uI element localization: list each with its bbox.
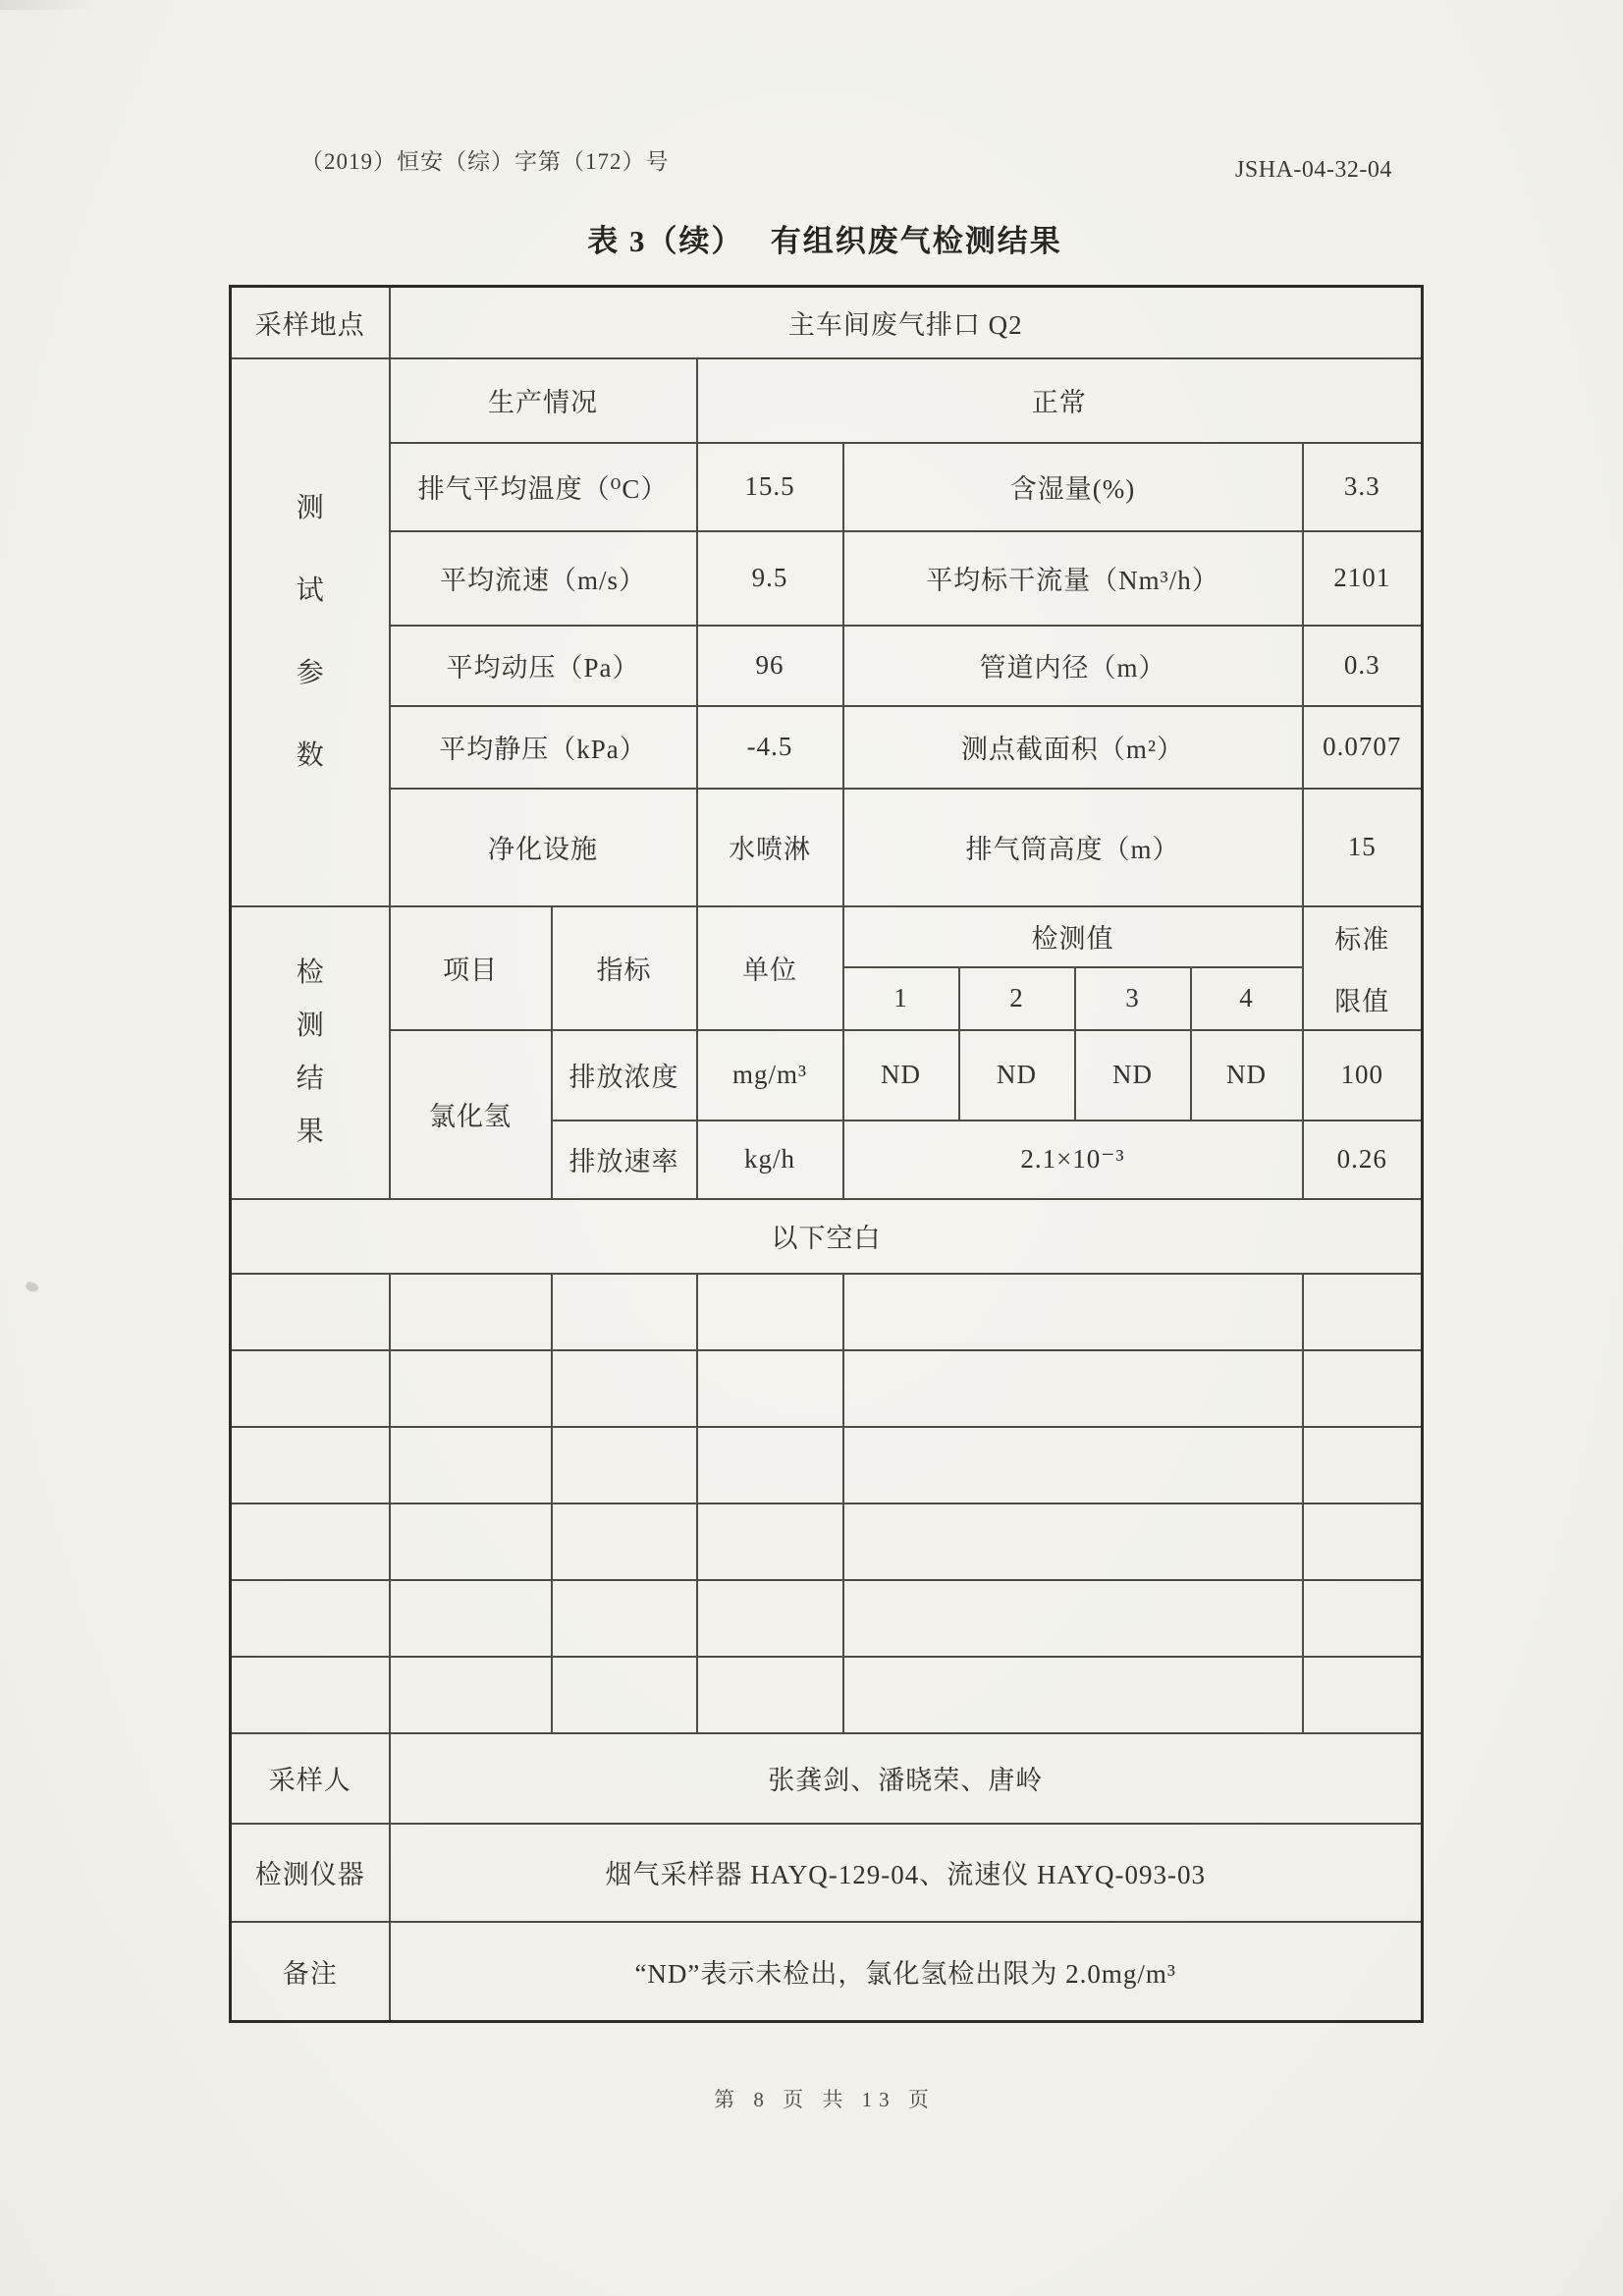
- header-detection-values: 检测值: [843, 906, 1303, 967]
- param-label2: 测点截面积（m²）: [843, 706, 1303, 789]
- empty-cell: [390, 1657, 552, 1733]
- production-status-label: 生产情况: [390, 358, 697, 443]
- empty-cell: [552, 1274, 697, 1350]
- sampling-location-label: 采样地点: [231, 287, 390, 358]
- value-col-header: 1: [843, 967, 959, 1030]
- section-char: 试: [296, 574, 324, 606]
- row-purification: [231, 789, 1423, 906]
- param-label: 排气平均温度（⁰C）: [390, 443, 697, 531]
- test-params-vertical-text: [238, 492, 383, 771]
- indicator-label: 排放浓度: [552, 1030, 697, 1121]
- scan-speckle: [25, 1281, 40, 1294]
- purification-value: 水喷淋: [697, 789, 843, 906]
- param-label: 平均静压（kPa）: [390, 706, 697, 789]
- empty-cell: [843, 1657, 1303, 1733]
- row-results-header: [231, 906, 1423, 967]
- empty-cell: [697, 1580, 843, 1657]
- param-value: 15.5: [697, 443, 843, 531]
- remarks-label: 备注: [231, 1922, 390, 2022]
- value-col-header: 2: [959, 967, 1075, 1030]
- sampler-label: 采样人: [231, 1733, 390, 1824]
- empty-cell: [552, 1657, 697, 1733]
- empty-cell: [1303, 1580, 1423, 1657]
- limit-value: 0.26: [1303, 1121, 1423, 1199]
- param-value2: 3.3: [1303, 443, 1423, 531]
- empty-cell: [231, 1580, 390, 1657]
- row-instruments: [231, 1824, 1423, 1922]
- section-char: 数: [296, 739, 324, 771]
- param-label: 平均流速（m/s）: [390, 531, 697, 626]
- value-col-header: 4: [1191, 967, 1303, 1030]
- empty-cell: [1303, 1427, 1423, 1503]
- empty-cell: [1303, 1503, 1423, 1580]
- empty-row: [231, 1427, 1423, 1503]
- detection-value: ND: [843, 1030, 959, 1121]
- empty-cell: [390, 1427, 552, 1503]
- row-param: [231, 531, 1423, 626]
- section-char: 果: [296, 1116, 324, 1147]
- empty-cell: [552, 1503, 697, 1580]
- empty-row: [231, 1503, 1423, 1580]
- empty-cell: [843, 1350, 1303, 1427]
- empty-cell: [843, 1274, 1303, 1350]
- empty-cell: [231, 1427, 390, 1503]
- purification-label: 净化设施: [390, 789, 697, 906]
- empty-cell: [697, 1427, 843, 1503]
- scan-edge-shade: [0, 0, 1623, 10]
- empty-cell: [697, 1350, 843, 1427]
- empty-row: [231, 1274, 1423, 1350]
- row-param: [231, 626, 1423, 706]
- form-code: JSHA-04-32-04: [1235, 157, 1392, 183]
- merged-detection-value: 2.1×10⁻³: [843, 1121, 1303, 1199]
- row-sampling-location: [231, 287, 1423, 358]
- empty-cell: [390, 1274, 552, 1350]
- results-section-label: [231, 906, 390, 1199]
- empty-cell: [552, 1350, 697, 1427]
- indicator-label: 排放速率: [552, 1121, 697, 1199]
- param-label2: 管道内径（m）: [843, 626, 1303, 706]
- param-value2: 2101: [1303, 531, 1423, 626]
- instruments-value: 烟气采样器 HAYQ-129-04、流速仪 HAYQ-093-03: [390, 1824, 1423, 1922]
- blank-below-note: 以下空白: [231, 1199, 1423, 1274]
- row-production-status: [231, 358, 1423, 443]
- page-title: 表 3（续） 有组织废气检测结果: [587, 224, 1062, 258]
- empty-cell: [552, 1427, 697, 1503]
- empty-cell: [1303, 1657, 1423, 1733]
- test-params-section-label: [231, 358, 390, 906]
- row-concentration: [231, 1030, 1423, 1121]
- empty-cell: [1303, 1350, 1423, 1427]
- empty-cell: [231, 1350, 390, 1427]
- header-item: 项目: [390, 906, 552, 1030]
- row-remarks: [231, 1922, 1423, 2022]
- empty-cell: [231, 1503, 390, 1580]
- report-table: [229, 285, 1424, 2023]
- empty-cell: [552, 1580, 697, 1657]
- sampling-location-value: 主车间废气排口 Q2: [390, 287, 1423, 358]
- header-indicator: 指标: [552, 906, 697, 1030]
- stack-height-label: 排气筒高度（m）: [843, 789, 1303, 906]
- section-char: 参: [296, 657, 324, 688]
- empty-row: [231, 1350, 1423, 1427]
- param-label2: 含湿量(%): [843, 443, 1303, 531]
- page-number-footer: 第 8 页 共 13 页: [714, 2088, 936, 2111]
- results-vertical-text: [238, 959, 383, 1146]
- standard-limit-line: 标准: [1334, 924, 1390, 955]
- empty-cell: [843, 1580, 1303, 1657]
- standard-limit-text: [1310, 918, 1416, 1018]
- param-value: -4.5: [697, 706, 843, 789]
- row-param: [231, 706, 1423, 789]
- empty-cell: [843, 1503, 1303, 1580]
- limit-value: 100: [1303, 1030, 1423, 1121]
- row-param: [231, 443, 1423, 531]
- empty-cell: [1303, 1274, 1423, 1350]
- stack-height-value: 15: [1303, 789, 1423, 906]
- doc-number: （2019）恒安（综）字第（172）号: [300, 149, 670, 174]
- empty-row: [231, 1580, 1423, 1657]
- empty-cell: [231, 1274, 390, 1350]
- row-blank-note: [231, 1199, 1423, 1274]
- unit-value: kg/h: [697, 1121, 843, 1199]
- empty-cell: [390, 1503, 552, 1580]
- section-char: 检: [296, 957, 324, 988]
- section-char: 结: [296, 1063, 324, 1094]
- header-unit: 单位: [697, 906, 843, 1030]
- detection-value: ND: [1191, 1030, 1303, 1121]
- instruments-label: 检测仪器: [231, 1824, 390, 1922]
- empty-cell: [697, 1657, 843, 1733]
- param-label: 平均动压（Pa）: [390, 626, 697, 706]
- remarks-value: “ND”表示未检出，氯化氢检出限为 2.0mg/m³: [390, 1922, 1423, 2022]
- section-char: 测: [296, 492, 324, 523]
- item-name: 氯化氢: [390, 1030, 552, 1199]
- param-value: 96: [697, 626, 843, 706]
- empty-cell: [697, 1503, 843, 1580]
- production-status-value: 正常: [697, 358, 1423, 443]
- empty-cell: [231, 1657, 390, 1733]
- param-value2: 0.3: [1303, 626, 1423, 706]
- empty-cell: [843, 1427, 1303, 1503]
- empty-cell: [697, 1274, 843, 1350]
- param-label2: 平均标干流量（Nm³/h）: [843, 531, 1303, 626]
- detection-value: ND: [1075, 1030, 1191, 1121]
- empty-cell: [390, 1350, 552, 1427]
- section-char: 测: [296, 1010, 324, 1041]
- detection-value: ND: [959, 1030, 1075, 1121]
- value-col-header: 3: [1075, 967, 1191, 1030]
- unit-value: mg/m³: [697, 1030, 843, 1121]
- param-value2: 0.0707: [1303, 706, 1423, 789]
- empty-row: [231, 1657, 1423, 1733]
- sampler-value: 张龚剑、潘晓荣、唐岭: [390, 1733, 1423, 1824]
- header-standard-limit: [1303, 906, 1423, 1030]
- standard-limit-line: 限值: [1334, 986, 1390, 1016]
- empty-cell: [390, 1580, 552, 1657]
- param-value: 9.5: [697, 531, 843, 626]
- row-sampler: [231, 1733, 1423, 1824]
